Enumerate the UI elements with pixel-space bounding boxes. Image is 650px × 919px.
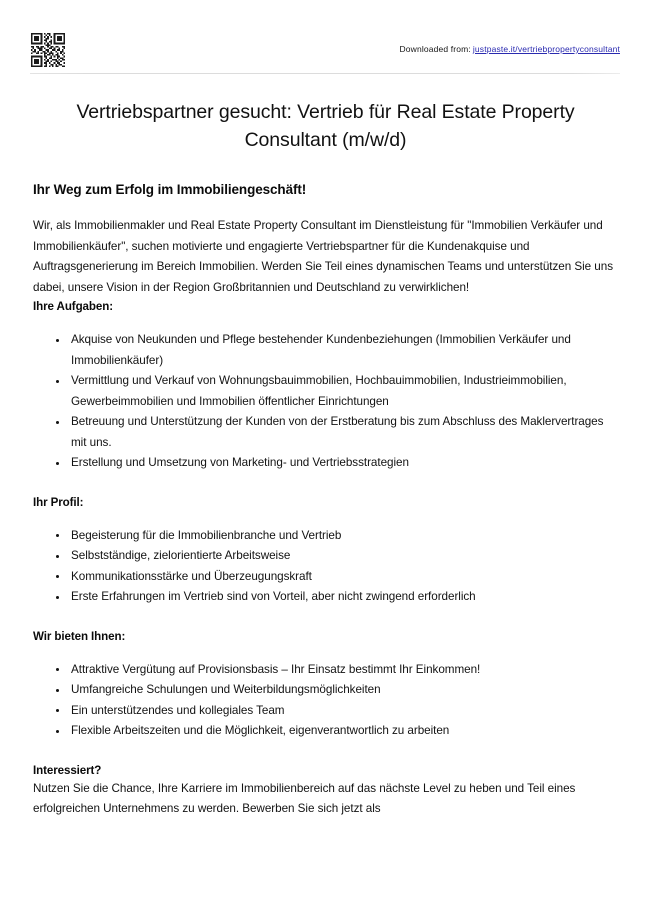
list-aufgaben: [33, 330, 618, 474]
header-divider: [30, 73, 620, 74]
list-item: Flexible Arbeitszeiten und die Möglichkeit, eigenverantwortlich zu arbeiten: [55, 721, 618, 742]
outro-heading: Interessiert?: [33, 763, 102, 777]
list-item: Akquise von Neukunden und Pflege bestehender Kundenbeziehungen (Immobilien Verkäufer und Immobilienkäufer): [55, 330, 618, 371]
list-item: Attraktive Vergütung auf Provisionsbasis – Ihr Einsatz bestimmt Ihr Einkommen!: [55, 660, 618, 681]
page-title: Vertriebspartner gesucht: Vertrieb für Real Estate Property Consultant (m/w/d): [76, 101, 575, 151]
section-heading-profil: Ihr Profil:: [33, 495, 84, 509]
list-item: Begeisterung für die Immobilienbranche und Vertrieb: [55, 526, 618, 547]
qr-code-icon: [31, 33, 65, 67]
downloaded-from-label: Downloaded from:: [399, 44, 471, 54]
list-item: Erste Erfahrungen im Vertrieb sind von Vorteil, aber nicht zwingend erforderlich: [55, 587, 618, 608]
spacer: [33, 315, 618, 330]
section-heading-wir-bieten: Wir bieten Ihnen:: [33, 629, 126, 643]
list-wir-bieten: [33, 660, 618, 742]
list-item: Umfangreiche Schulungen und Weiterbildungsmöglichkeiten: [55, 680, 618, 701]
list-profil: [33, 526, 618, 608]
list-item: Selbstständige, zielorientierte Arbeitsweise: [55, 546, 618, 567]
document-content: [0, 98, 650, 820]
list-item: Betreuung und Unterstützung der Kunden von der Erstberatung bis zum Abschluss des Maklervertrages mit uns.: [55, 412, 618, 453]
intro-paragraph: Wir, als Immobilienmakler und Real Estate Property Consultant im Dienstleistung für "Immobilien Verkäufer und Immobilienkäufer", suchen motivierte und engagierte Vertriebspartner für die Kundenakquise und Auftragsgenerierung im Bereich Immobilien. Werden Sie Teil eines dynamischen Teams und unterstützen Sie uns dabei, unsere Vision in der Region Großbritannien und Deutschland zu verwirklichen!: [33, 219, 613, 294]
list-item: Kommunikationsstärke und Überzeugungskraft: [55, 567, 618, 588]
list-item: Erstellung und Umsetzung von Marketing- und Vertriebsstrategien: [55, 453, 618, 474]
list-item: Ein unterstützendes und kollegiales Team: [55, 701, 618, 722]
spacer: [33, 608, 618, 628]
download-source-line: [399, 44, 620, 55]
document-header: [0, 0, 650, 74]
outro-section: [33, 762, 618, 820]
lead-heading: Ihr Weg zum Erfolg im Immobiliengeschäft!: [33, 182, 307, 197]
spacer: [33, 742, 618, 762]
source-link[interactable]: justpaste.it/vertriebpropertyconsultant: [472, 44, 620, 54]
spacer: [33, 645, 618, 660]
list-item: Vermittlung und Verkauf von Wohnungsbauimmobilien, Hochbauimmobilien, Industrieimmobilien, Gewerbeimmobilien und Immobilien öffentlicher Einrichtungen: [55, 371, 618, 412]
spacer: [33, 474, 618, 494]
outro-paragraph: Nutzen Sie die Chance, Ihre Karriere im Immobilienbereich auf das nächste Level zu heben und Teil eines erfolgreichen Unternehmens zu werden. Bewerben Sie sich jetzt als: [33, 781, 576, 815]
spacer: [33, 511, 618, 526]
section-heading-aufgaben: Ihre Aufgaben:: [33, 300, 113, 313]
